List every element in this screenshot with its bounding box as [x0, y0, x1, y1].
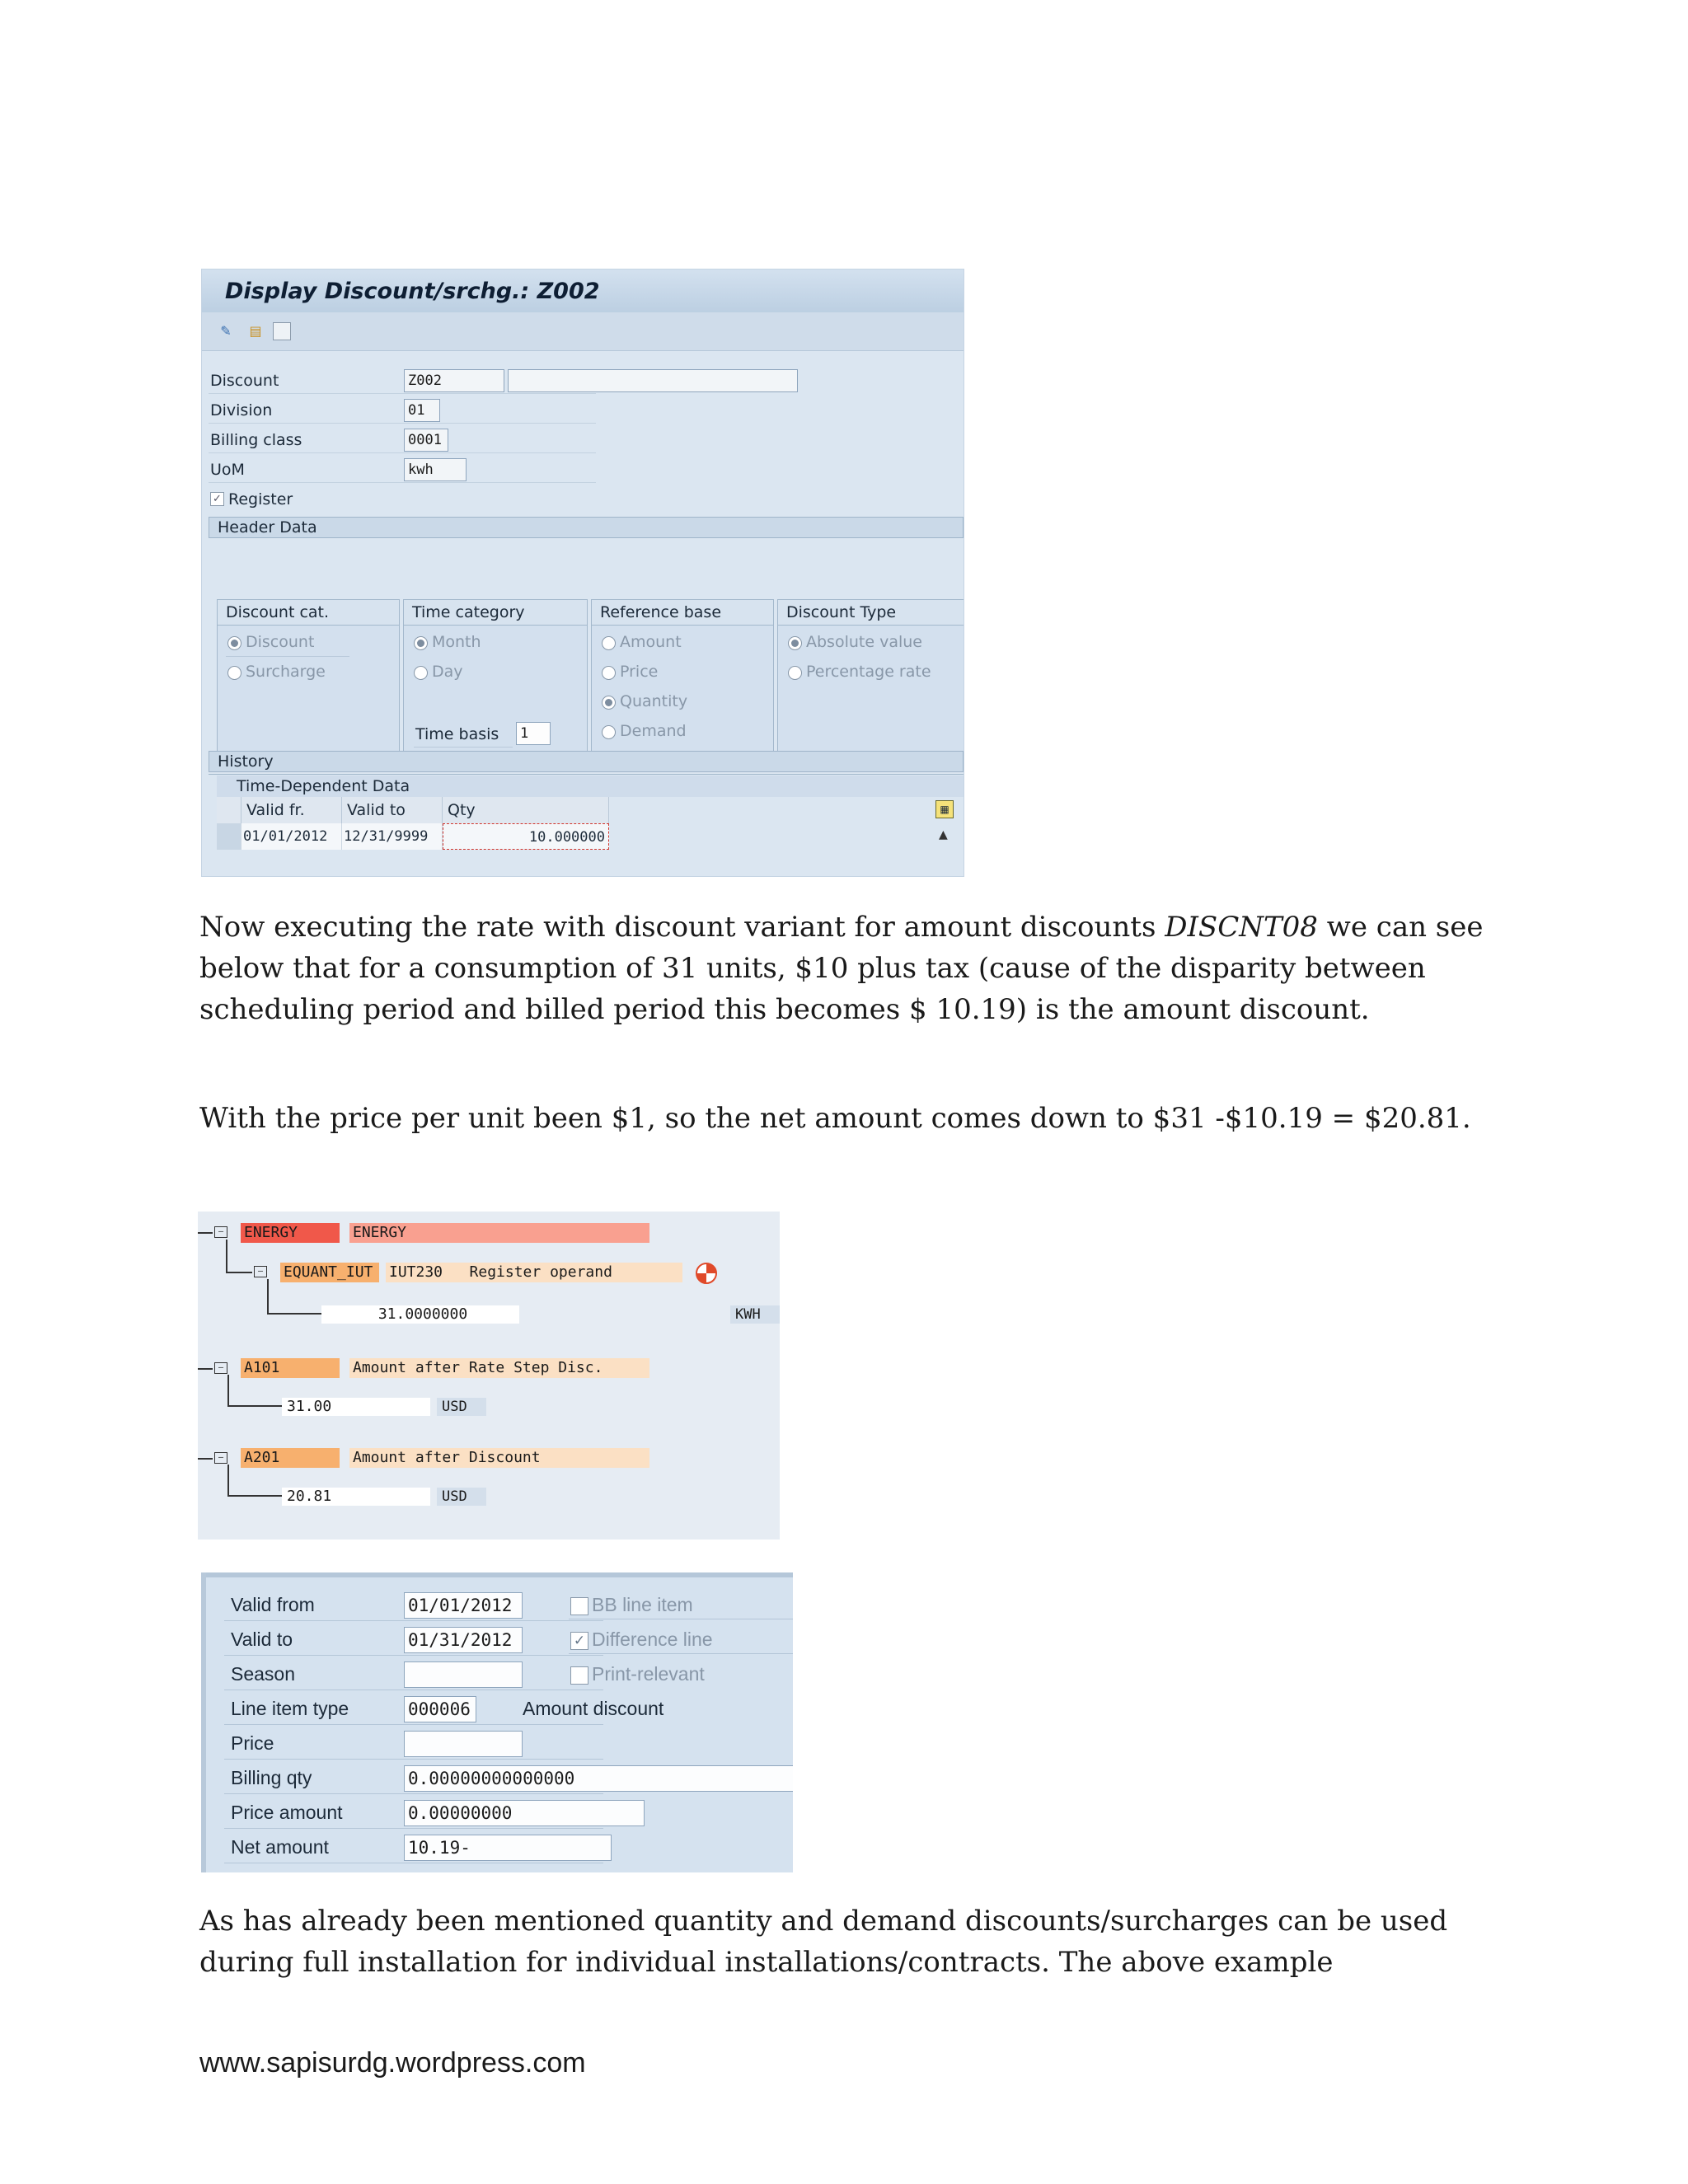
- discount-option-label: Discount: [246, 633, 315, 651]
- difference-line-checkbox[interactable]: ✓: [570, 1632, 588, 1650]
- divider: [224, 1620, 603, 1621]
- display-change-icon[interactable]: ✎: [220, 323, 232, 339]
- a101-description: Amount after Rate Step Disc.: [349, 1358, 649, 1378]
- history-section: History: [209, 751, 964, 772]
- line-item-type-text: Amount discount: [523, 1698, 664, 1719]
- percentage-rate-radio[interactable]: [788, 666, 802, 680]
- amount-option-label: Amount: [620, 633, 682, 651]
- paragraph-1-text-a: Now executing the rate with discount variant for amount discounts: [199, 911, 1165, 944]
- uom-field[interactable]: kwh: [404, 458, 467, 481]
- price-radio[interactable]: [602, 666, 616, 680]
- qty-cell[interactable]: 10.000000: [443, 823, 609, 850]
- collapse-icon[interactable]: –: [214, 1226, 227, 1238]
- reference-base-group: [591, 599, 774, 769]
- line-item-type-label: Line item type: [231, 1698, 349, 1719]
- window-title: Display Discount/srchg.: Z002: [225, 279, 600, 304]
- a101-code[interactable]: A101: [241, 1358, 340, 1378]
- day-option-label: Day: [432, 663, 463, 681]
- tree-line: [227, 1465, 229, 1496]
- print-relevant-label: Print-relevant: [592, 1663, 705, 1685]
- divider: [224, 1655, 603, 1656]
- billing-qty-label: Billing qty: [231, 1767, 312, 1788]
- energy-description: ENERGY: [349, 1223, 649, 1243]
- divider: [414, 747, 513, 748]
- valid-from-header[interactable]: Valid fr.: [241, 797, 342, 823]
- title-bar: [202, 269, 964, 313]
- other-object-icon[interactable]: ▤: [249, 323, 262, 339]
- collapse-icon[interactable]: –: [254, 1266, 267, 1277]
- day-radio[interactable]: [414, 666, 428, 680]
- row-selector[interactable]: [217, 823, 241, 850]
- a201-description: Amount after Discount: [349, 1448, 649, 1468]
- tree-line: [226, 1272, 252, 1273]
- bb-line-item-checkbox[interactable]: [570, 1597, 588, 1615]
- divider: [224, 1759, 603, 1760]
- price-option-label: Price: [620, 663, 659, 681]
- time-basis-field[interactable]: 1: [516, 722, 551, 745]
- divider: [209, 393, 596, 394]
- discount-field[interactable]: Z002: [404, 369, 504, 392]
- valid-from-cell[interactable]: 01/01/2012: [241, 823, 342, 850]
- billing-class-field[interactable]: 0001: [404, 429, 448, 452]
- row-selector-header[interactable]: [217, 797, 241, 823]
- tree-line: [227, 1495, 282, 1497]
- tree-line: [227, 1405, 282, 1407]
- valid-to-label: Valid to: [231, 1629, 293, 1650]
- billing-qty-field[interactable]: 0.00000000000000: [404, 1765, 793, 1792]
- a201-value: 20.81: [282, 1488, 430, 1506]
- net-amount-field[interactable]: 10.19-: [404, 1835, 612, 1861]
- divider: [209, 482, 596, 483]
- bb-line-item-label: BB line item: [592, 1594, 693, 1615]
- a201-unit: USD: [437, 1488, 486, 1506]
- price-field[interactable]: [404, 1731, 523, 1757]
- discount-label: Discount: [210, 372, 279, 390]
- divider: [224, 1828, 603, 1829]
- energy-code[interactable]: ENERGY: [241, 1223, 340, 1243]
- tree-line: [226, 1240, 227, 1272]
- discount-display-screenshot: [201, 269, 964, 877]
- overview-header-strip: [206, 1572, 793, 1577]
- a201-code[interactable]: A201: [241, 1448, 340, 1468]
- table-settings-icon[interactable]: ▦: [935, 800, 954, 818]
- absolute-value-option-label: Absolute value: [806, 633, 922, 651]
- time-dependent-data-title: Time-Dependent Data: [217, 776, 964, 797]
- register-label: Register: [228, 490, 293, 509]
- line-item-type-field[interactable]: 000006: [404, 1696, 476, 1722]
- valid-to-field[interactable]: 01/31/2012: [404, 1627, 523, 1653]
- paragraph-full-installation: [199, 1900, 1485, 1983]
- collapse-icon[interactable]: –: [214, 1452, 227, 1464]
- discount-description-field[interactable]: [508, 369, 798, 392]
- discount-radio[interactable]: [227, 636, 241, 650]
- valid-from-field[interactable]: 01/01/2012: [404, 1592, 523, 1619]
- valid-to-header[interactable]: Valid to: [342, 797, 443, 823]
- time-category-group: [403, 599, 588, 769]
- time-basis-label: Time basis: [415, 725, 499, 743]
- tree-line: [198, 1368, 213, 1370]
- tree-line: [198, 1458, 213, 1460]
- price-amount-field[interactable]: 0.00000000: [404, 1800, 645, 1826]
- price-label: Price: [231, 1732, 274, 1754]
- paragraph-2-text: With the price per unit been $1, so the net amount comes down to $31 -$10.19 = $20.81.: [199, 1102, 1471, 1135]
- operand-tree-screenshot: [198, 1212, 780, 1540]
- toolbar: [202, 312, 964, 351]
- demand-radio[interactable]: [602, 725, 616, 739]
- header-data-section: Header Data: [209, 517, 964, 538]
- valid-to-cell[interactable]: 12/31/9999: [342, 823, 443, 850]
- uom-label: UoM: [210, 461, 245, 479]
- paragraph-net-amount: [199, 1098, 1485, 1139]
- billing-class-label: Billing class: [210, 431, 302, 449]
- quantity-option-label: Quantity: [620, 692, 688, 710]
- tree-line: [267, 1279, 269, 1314]
- divider: [224, 1793, 603, 1794]
- paragraph-1-text-b: we can see below that for a consumption of 31 units, $10 plus tax (cause of the disparity between scheduling period and billed period this becomes $ 10.19) is the amount discount.: [199, 911, 1484, 1026]
- print-relevant-checkbox[interactable]: [570, 1666, 588, 1685]
- surcharge-option-label: Surcharge: [246, 663, 326, 681]
- percentage-rate-option-label: Percentage rate: [806, 663, 931, 681]
- equant-unit: KWH: [730, 1305, 780, 1324]
- tree-line: [267, 1313, 321, 1315]
- equant-value: 31.0000000: [321, 1305, 519, 1324]
- season-field[interactable]: [404, 1661, 523, 1688]
- paragraph-3-text: As has already been mentioned quantity and demand discounts/surcharges can be used during full installation for individual installations/contracts. The above example: [199, 1905, 1448, 1979]
- line-item-overview-screenshot: [201, 1572, 793, 1872]
- equant-code[interactable]: EQUANT_IUT: [280, 1263, 379, 1282]
- reference-base-title: Reference base: [592, 600, 773, 626]
- discount-type-group: [777, 599, 964, 769]
- checkbox-icon[interactable]: [273, 322, 291, 340]
- qty-header[interactable]: Qty: [443, 797, 609, 823]
- surcharge-radio[interactable]: [227, 666, 241, 680]
- time-category-title: Time category: [404, 600, 587, 626]
- register-checkbox[interactable]: ✓: [210, 492, 224, 506]
- divider: [569, 1653, 793, 1654]
- divider: [209, 423, 596, 424]
- month-radio[interactable]: [414, 636, 428, 650]
- collapse-icon[interactable]: –: [214, 1362, 227, 1374]
- price-amount-label: Price amount: [231, 1802, 343, 1823]
- amount-radio[interactable]: [602, 636, 616, 650]
- divider: [224, 1724, 603, 1725]
- absolute-value-radio[interactable]: [788, 636, 802, 650]
- discount-type-title: Discount Type: [778, 600, 964, 626]
- discount-cat-group: [217, 599, 400, 769]
- quantity-radio[interactable]: [602, 696, 616, 710]
- season-label: Season: [231, 1663, 296, 1685]
- operand-status-icon[interactable]: [696, 1263, 717, 1284]
- divider: [209, 452, 596, 453]
- division-field[interactable]: 01: [404, 399, 440, 422]
- divider: [209, 774, 964, 775]
- paragraph-1-italic: DISCNT08: [1165, 911, 1318, 944]
- equant-description: IUT230 Register operand: [386, 1263, 682, 1282]
- footer-url: www.sapisurdg.wordpress.com: [199, 2047, 586, 2079]
- paragraph-discount-execution: [199, 907, 1485, 1030]
- net-amount-label: Net amount: [231, 1836, 329, 1858]
- division-label: Division: [210, 401, 273, 419]
- discount-cat-title: Discount cat.: [218, 600, 399, 626]
- tree-line: [198, 1232, 213, 1234]
- difference-line-label: Difference line: [592, 1629, 713, 1650]
- demand-option-label: Demand: [620, 722, 687, 740]
- month-option-label: Month: [432, 633, 481, 651]
- scroll-up-icon[interactable]: ▲: [939, 828, 948, 841]
- divider: [226, 656, 349, 657]
- a101-value: 31.00: [282, 1398, 430, 1416]
- a101-unit: USD: [437, 1398, 486, 1416]
- tree-line: [227, 1375, 229, 1406]
- valid-from-label: Valid from: [231, 1594, 315, 1615]
